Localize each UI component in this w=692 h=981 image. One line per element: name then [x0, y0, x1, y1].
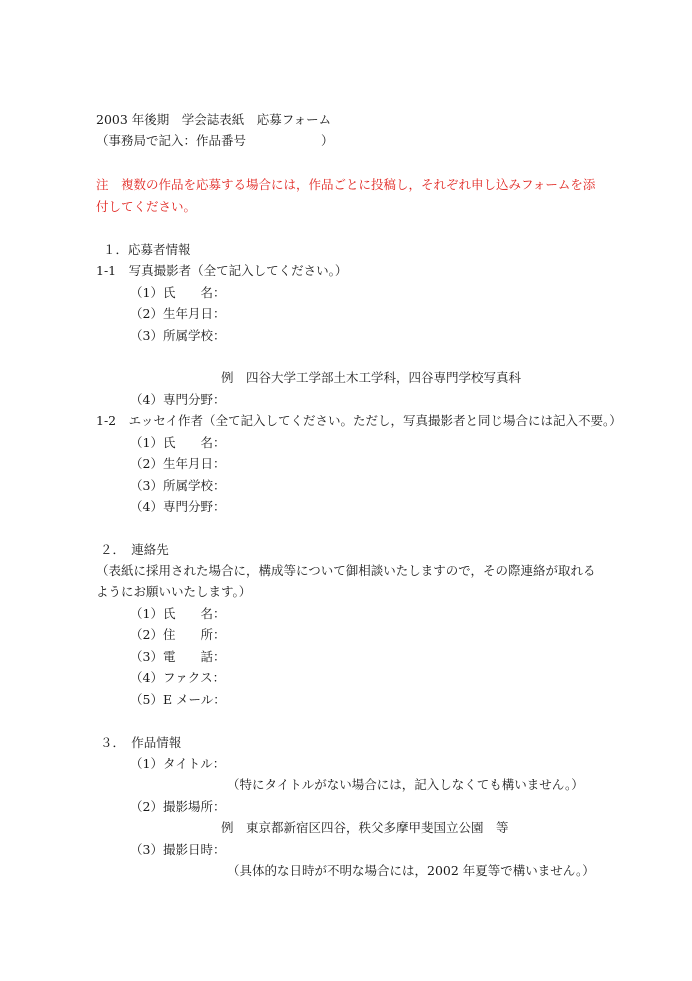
section-applicant-heading: １．応募者情報	[103, 242, 191, 257]
essayist-name-label: （1）氏 名：	[130, 435, 226, 450]
section-work-heading: ３． 作品情報	[100, 735, 182, 750]
essayist-heading: 1-2 エッセイ作者（全て記入してください。ただし，写真撮影者と同じ場合には記入不要。）	[96, 413, 622, 428]
contact-email-label: （5）E メール：	[130, 692, 226, 707]
notice-line-1: 注 複数の作品を応募する場合には，作品ごとに投稿し，それぞれ申し込みフォームを添	[96, 177, 596, 192]
essayist-school-label: （3）所属学校：	[130, 478, 226, 493]
photographer-field-label: （4）専門分野：	[130, 392, 226, 407]
contact-phone-label: （3）電 話：	[130, 649, 226, 664]
photographer-school-label: （3）所属学校：	[130, 328, 226, 343]
contact-fax-label: （4）ファクス：	[130, 670, 226, 685]
office-use-note: （事務局で記入：作品番号 ）	[96, 133, 334, 148]
work-location-label: （2）撮影場所：	[130, 799, 226, 814]
contact-name-label: （1）氏 名：	[130, 606, 226, 621]
notice-line-2: 付してください。	[96, 199, 197, 214]
photographer-birth-label: （2）生年月日：	[130, 306, 226, 321]
essayist-field-label: （4）専門分野：	[130, 499, 226, 514]
essayist-birth-label: （2）生年月日：	[130, 456, 226, 471]
form-title: 2003 年後期 学会誌表紙 応募フォーム	[96, 112, 332, 127]
contact-address-label: （2）住 所：	[130, 627, 226, 642]
photographer-name-label: （1）氏 名：	[130, 285, 226, 300]
work-location-example: 例 東京都新宿区四谷，秩父多摩甲斐国立公園 等	[221, 820, 509, 835]
photographer-heading: 1-1 写真撮影者（全て記入してください。）	[96, 263, 348, 278]
contact-note-line-1: （表紙に採用された場合に，構成等について御相談いたしますので，その際連絡が取れる	[96, 563, 596, 578]
work-title-label: （1）タイトル：	[130, 756, 226, 771]
school-example: 例 四谷大学工学部土木工学科，四谷専門学校写真科	[221, 370, 522, 385]
work-date-note: （具体的な日時が不明な場合には，2002 年夏等で構いません。）	[227, 863, 595, 878]
section-contact-heading: ２． 連絡先	[100, 542, 169, 557]
work-date-label: （3）撮影日時：	[130, 842, 226, 857]
contact-note-line-2: ようにお願いいたします。）	[96, 584, 252, 599]
work-title-note: （特にタイトルがない場合には，記入しなくても構いません。）	[227, 777, 584, 792]
